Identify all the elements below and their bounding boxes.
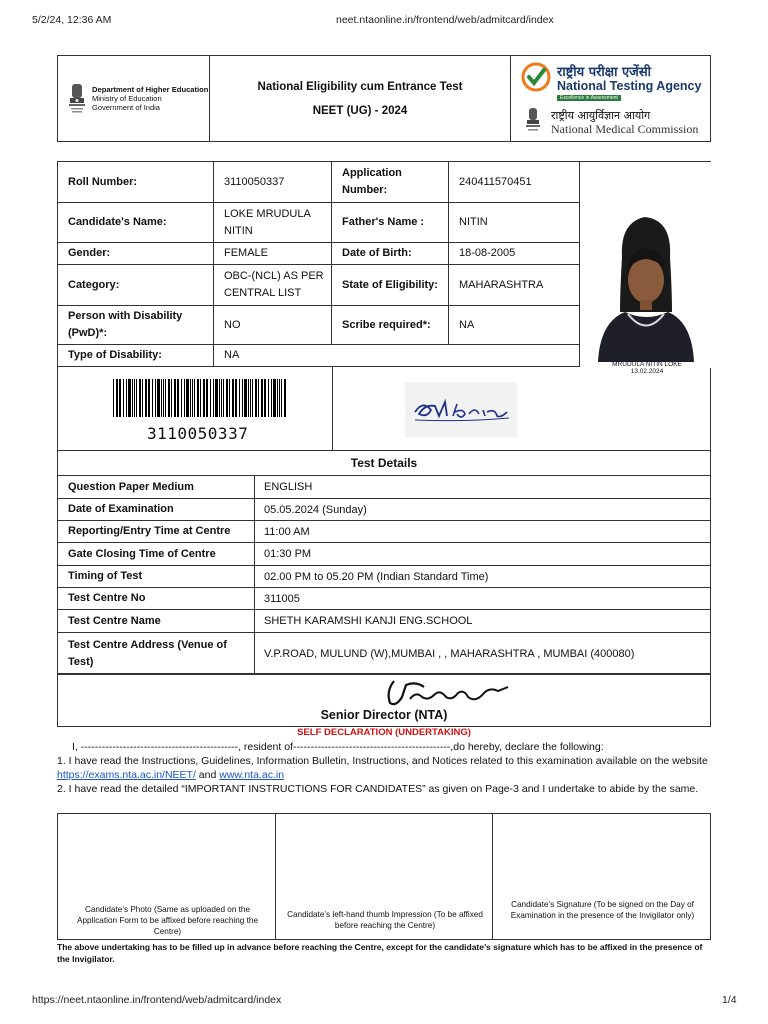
- declaration-text: [57, 740, 717, 796]
- test-row-value: 01:30 PM: [264, 548, 312, 560]
- barcode-bar: [134, 379, 135, 417]
- candidate-signature: [405, 382, 517, 437]
- thumb-impression-box: [276, 814, 493, 939]
- pwd-label: Person with Disability (PwD)*:: [58, 306, 214, 345]
- print-page-number: 1/4: [722, 994, 737, 1006]
- pwd-value: NO: [214, 306, 332, 345]
- barcode-bar: [190, 379, 191, 417]
- test-row-label: Date of Examination: [58, 499, 255, 520]
- test-row-value: V.P.ROAD, MULUND (W),MUMBAI , , MAHARASHTRA , MUMBAI (400080): [264, 647, 635, 660]
- barcode-bar: [235, 379, 237, 417]
- state-value: MAHARASHTRA: [449, 265, 580, 306]
- test-row-value: 11:00 AM: [264, 525, 310, 538]
- barcode-bar: [279, 379, 280, 417]
- director-block: [57, 674, 711, 727]
- scribe-label: Scribe required*:: [332, 306, 449, 345]
- exam-title-block: [210, 56, 511, 141]
- national-emblem-icon: [66, 82, 88, 116]
- roll-value: 3110050337: [214, 162, 332, 203]
- barcode-bar: [215, 379, 218, 417]
- print-footer-url: https://neet.ntaonline.in/frontend/web/admitcard/index: [32, 994, 282, 1006]
- dept-name: Department of Higher Education: [92, 85, 209, 94]
- declaration-line-2-and: and: [195, 769, 220, 781]
- print-timestamp: 5/2/24, 12:36 AM: [32, 14, 112, 26]
- thumb-impression-text: Candidate’s left-hand thumb Impression (To be affixed before reaching the Centre): [287, 910, 483, 930]
- gov-name: Government of India: [92, 103, 160, 112]
- barcode-bar: [200, 379, 201, 417]
- barcode-bar: [210, 379, 211, 417]
- barcode-bar: [157, 379, 160, 417]
- barcode-bar: [248, 379, 249, 417]
- test-row-value: ENGLISH: [264, 481, 313, 493]
- barcode-bar: [132, 379, 133, 417]
- barcode-bar: [152, 379, 153, 417]
- test-row-value: 311005: [264, 592, 300, 605]
- name-value: LOKE MRUDULA NITIN: [214, 203, 332, 243]
- declaration-line-2: [57, 754, 717, 782]
- photo-caption-name: MRUDULA NITIN LOKE: [612, 361, 682, 368]
- barcode-bar: [181, 379, 182, 417]
- barcode-number: 3110050337: [147, 424, 249, 443]
- barcode-bar: [223, 379, 224, 417]
- disability-value: NA: [214, 345, 580, 367]
- undertaking-note: The above undertaking has to be filled up in advance before reaching the Centre, except for the candidate’s signature which has to be affixed in the presence of the Invigilator.: [57, 942, 703, 964]
- barcode-bar: [221, 379, 222, 417]
- gender-value: FEMALE: [214, 243, 332, 265]
- barcode-bar: [239, 379, 240, 417]
- category-label: Category:: [58, 265, 214, 306]
- barcode-bar: [155, 379, 156, 417]
- barcode-bar: [273, 379, 276, 417]
- scribe-value: NA: [449, 306, 580, 345]
- barcode-bar: [184, 379, 185, 417]
- dob-label: Date of Birth:: [332, 243, 449, 265]
- test-row: [58, 566, 710, 588]
- barcode-bar: [116, 379, 118, 417]
- barcode-bar: [171, 379, 172, 417]
- nmc-emblem-icon: [524, 106, 542, 134]
- barcode-bar: [113, 379, 114, 417]
- test-details-title: Test Details: [58, 451, 710, 476]
- nta-hindi-name: राष्ट्रीय परीक्षा एजेंसी: [557, 65, 651, 80]
- barcode-bar: [119, 379, 121, 417]
- father-value: NITIN: [449, 203, 580, 243]
- test-row-label: Test Centre Address (Venue of Test): [58, 633, 255, 674]
- test-row: [58, 610, 710, 633]
- barcode-bar: [213, 379, 214, 417]
- test-row: [58, 633, 710, 674]
- test-row-label: Gate Closing Time of Centre: [58, 543, 255, 565]
- barcode-bar: [192, 379, 193, 417]
- candidate-details: [57, 161, 711, 451]
- barcode-bar: [261, 379, 263, 417]
- test-row-value: 05.05.2024 (Sunday): [264, 503, 367, 516]
- roll-label: Roll Number:: [58, 162, 214, 203]
- candidate-photo: [580, 162, 711, 368]
- barcode-bar: [139, 379, 141, 417]
- test-row: [58, 476, 710, 499]
- test-row-label: Question Paper Medium: [58, 476, 255, 498]
- barcode-bar: [148, 379, 150, 417]
- nmc-hindi-name: राष्ट्रीय आयुर्विज्ञान आयोग: [551, 109, 651, 122]
- signature-box: [493, 814, 710, 939]
- barcode-bar: [255, 379, 257, 417]
- barcode-bar: [194, 379, 195, 417]
- barcode: [113, 379, 288, 417]
- test-row: [58, 521, 710, 543]
- barcode-bar: [145, 379, 147, 417]
- barcode-bar: [168, 379, 170, 417]
- nta-logo-icon: [521, 62, 551, 92]
- dob-value: 18-08-2005: [449, 243, 580, 265]
- test-row-value: SHETH KARAMSHI KANJI ENG.SCHOOL: [264, 615, 473, 627]
- nta-neet-link[interactable]: https://exams.nta.ac.in/NEET/: [57, 769, 196, 781]
- category-value: OBC-(NCL) AS PER CENTRAL LIST: [214, 265, 332, 306]
- photo-caption: [606, 361, 688, 375]
- test-row: [58, 588, 710, 610]
- test-row-label: Reporting/Entry Time at Centre: [58, 521, 255, 542]
- barcode-bar: [258, 379, 259, 417]
- barcode-bar: [142, 379, 143, 417]
- director-signature: [376, 677, 516, 709]
- photo-caption-date: 13.02.2024: [630, 368, 664, 375]
- barcode-bar: [203, 379, 205, 417]
- barcode-bar: [242, 379, 243, 417]
- nta-site-link[interactable]: www.nta.ac.in: [219, 769, 285, 781]
- test-row-label: Test Centre Name: [58, 610, 255, 632]
- declaration-line-3: 2. I have read the detailed “IMPORTANT INSTRUCTIONS FOR CANDIDATES” as given on Page-3 and I undertake to abide by the same.: [57, 783, 699, 795]
- name-label: Candidate's Name:: [58, 203, 214, 243]
- test-row-label: Test Centre No: [58, 588, 255, 609]
- barcode-bar: [161, 379, 162, 417]
- director-title: Senior Director (NTA): [320, 708, 448, 722]
- exam-subtitle: NEET (UG) - 2024: [312, 104, 408, 117]
- print-url: neet.ntaonline.in/frontend/web/admitcard/index: [336, 14, 554, 26]
- declaration-line-2-text: 1. I have read the Instructions, Guidelines, Information Bulletin, Instructions, and Notices related to this examination available on the website: [57, 755, 708, 767]
- gender-label: Gender:: [58, 243, 214, 265]
- barcode-bar: [126, 379, 127, 417]
- barcode-bar: [281, 379, 282, 417]
- state-label: State of Eligibility:: [332, 265, 449, 306]
- signature-box-text: Candidate’s Signature (To be signed on the Day of Examination in the presence of the Invigilator only): [510, 900, 695, 920]
- barcode-bar: [206, 379, 208, 417]
- exam-title: National Eligibility cum Entrance Test: [257, 80, 463, 93]
- barcode-bar: [165, 379, 166, 417]
- barcode-bar: [177, 379, 179, 417]
- barcode-bar: [219, 379, 220, 417]
- barcode-bar: [250, 379, 251, 417]
- dept-block: [58, 56, 210, 141]
- self-declaration-heading: SELF DECLARATION (UNDERTAKING): [297, 727, 471, 738]
- barcode-bar: [163, 379, 164, 417]
- application-value: 240411570451: [449, 162, 580, 203]
- application-label: Application Number:: [332, 162, 449, 203]
- barcode-bar: [186, 379, 189, 417]
- ministry-name: Ministry of Education: [92, 94, 162, 103]
- barcode-bar: [264, 379, 266, 417]
- photo-affix-box: [58, 814, 276, 939]
- nmc-english-name: National Medical Commission: [551, 122, 699, 136]
- barcode-bar: [174, 379, 176, 417]
- undertaking-boxes: [57, 813, 711, 940]
- barcode-bar: [277, 379, 278, 417]
- barcode-bar: [244, 379, 247, 417]
- barcode-bar: [136, 379, 137, 417]
- barcode-bar: [128, 379, 131, 417]
- father-label: Father's Name :: [332, 203, 449, 243]
- barcode-bar: [229, 379, 230, 417]
- test-details: [57, 451, 711, 674]
- test-row: [58, 543, 710, 566]
- disability-label: Type of Disability:: [58, 345, 214, 367]
- test-row: [58, 499, 710, 521]
- barcode-bar: [271, 379, 272, 417]
- barcode-bar: [123, 379, 124, 417]
- nta-english-name: National Testing Agency: [557, 79, 702, 93]
- photo-affix-text: Candidate’s Photo (Same as uploaded on the Application Form to be affixed before reaching the Centre): [77, 905, 258, 936]
- barcode-bar: [284, 379, 286, 417]
- nta-tagline: Excellence in Assessment: [557, 95, 621, 101]
- admit-card-header: [57, 55, 711, 142]
- test-row-label: Timing of Test: [58, 566, 255, 587]
- test-row-value: 02.00 PM to 05.20 PM (Indian Standard Time): [264, 570, 489, 583]
- barcode-bar: [252, 379, 253, 417]
- barcode-bar: [268, 379, 269, 417]
- barcode-bar: [226, 379, 228, 417]
- barcode-bar: [197, 379, 199, 417]
- declaration-line-1: I, ---------------------------------------------, resident of---------------------------------------------,do hereby, declare the following:: [72, 741, 604, 753]
- barcode-bar: [232, 379, 234, 417]
- agency-block: [511, 56, 710, 141]
